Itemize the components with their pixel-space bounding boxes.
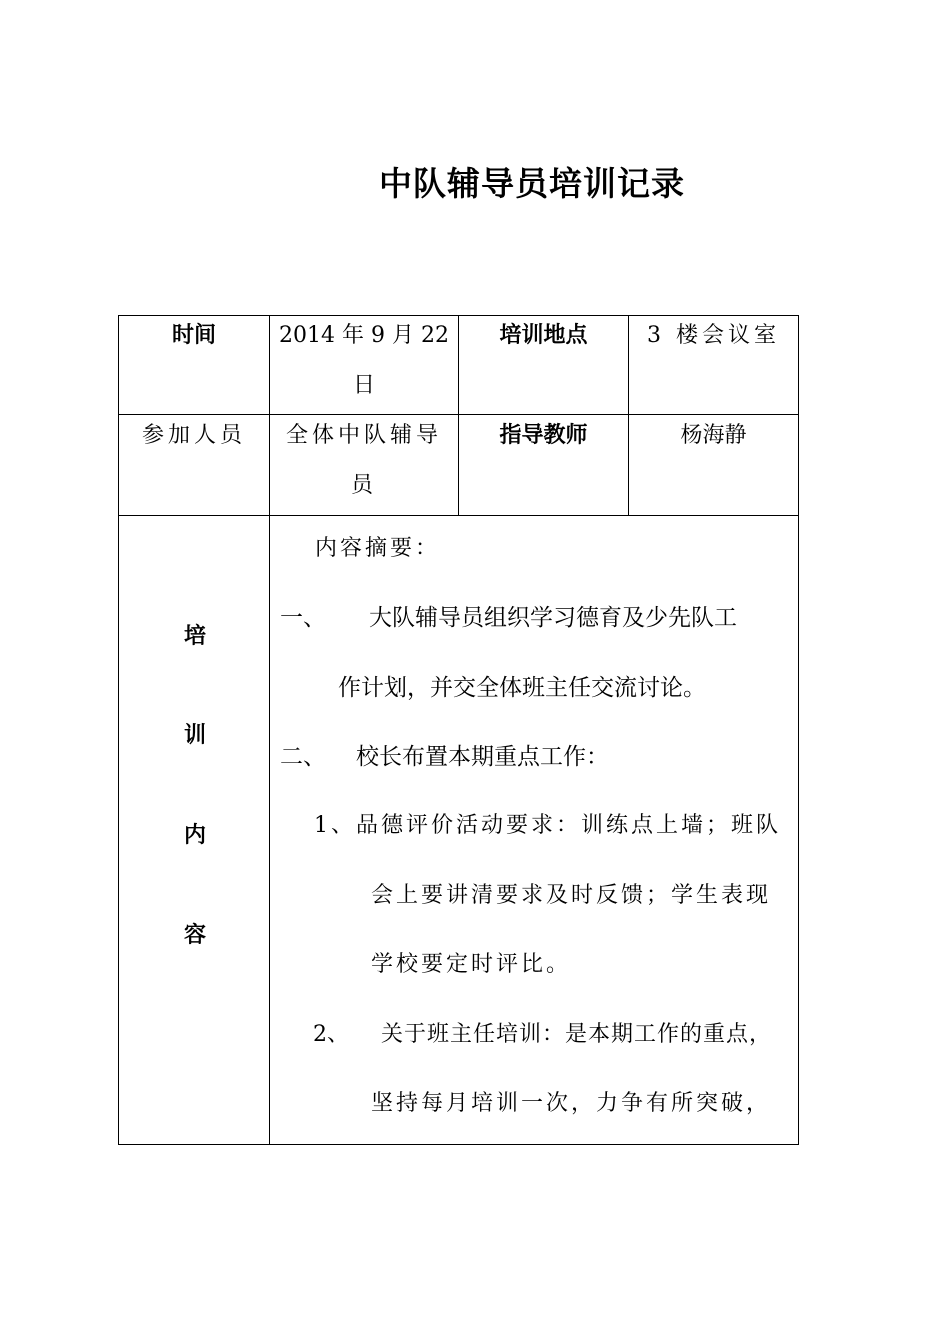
table-border-bottom [118, 1144, 799, 1145]
sub1-text: 1、品德评价活动要求：训练点上墙；班队 [314, 813, 781, 838]
participants-value-line: 员 [350, 473, 377, 498]
sub2-text: 坚持每月培训一次，力争有所突破， [371, 1091, 772, 1116]
time-label: 时间 [171, 323, 216, 348]
place-value: 3 楼会议室 [647, 323, 780, 348]
sub2-text: 关于班主任培训：是本期工作的重点， [381, 1022, 773, 1047]
participants-value [270, 411, 458, 511]
content-label-char: 内 [183, 823, 206, 848]
time-value [270, 311, 458, 411]
content-label-char: 培 [183, 624, 206, 649]
item2-marker: 二、 [280, 744, 326, 770]
sub1-text: 会上要讲清要求及时反馈；学生表现 [371, 883, 772, 908]
summary-label: 内容摘要： [315, 536, 441, 561]
item1-marker: 一、 [280, 605, 326, 631]
instructor-label: 指导教师 [499, 423, 588, 448]
participants-value-line: 全体中队辅导 [285, 423, 442, 448]
item1-text: 作计划，并交全体班主任交流讨论。 [338, 675, 706, 701]
item1-text: 大队辅导员组织学习德育及少先队工 [369, 605, 737, 631]
sub1-text: 学校要定时评比。 [371, 952, 572, 977]
page-title: 中队辅导员培训记录 [379, 164, 685, 203]
participants-label: 参加人员 [141, 423, 246, 448]
table-border-right [798, 315, 799, 1145]
item2-text: 校长布置本期重点工作： [356, 744, 609, 770]
instructor-value: 杨海静 [680, 423, 747, 448]
place-label: 培训地点 [499, 323, 588, 348]
sub2-marker: 2、 [313, 1022, 349, 1047]
content-label-char: 训 [183, 723, 206, 748]
table-row-divider [118, 515, 799, 516]
content-label-char: 容 [183, 923, 206, 948]
time-value-line: 2014 年 9 月 22 [279, 323, 449, 348]
time-value-line: 日 [352, 373, 375, 398]
